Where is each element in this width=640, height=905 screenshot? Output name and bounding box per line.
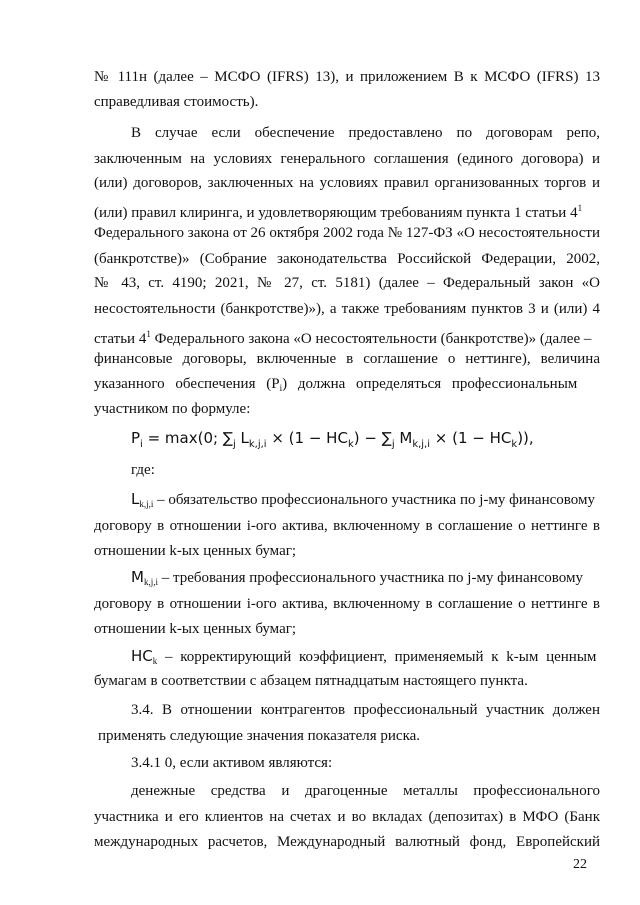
def-L-line-1 [131, 489, 600, 509]
formula-part: L [235, 429, 249, 447]
formula-subscript: j [391, 439, 395, 450]
cash-line-3: международных расчетов, Международный валютный фонд, Европейский [94, 834, 600, 850]
index-subscript: i [279, 383, 283, 393]
def-M-line-2: договору в отношении i-ого актива, включенному в соглашение о неттинге в [94, 596, 600, 612]
cash-line-2: участника и его клиентов на счетах и во вкладах (депозитах) в МФО (Банк [94, 809, 600, 825]
formula-part: = max(0; ∑ [142, 429, 233, 447]
formula-subscript: k [511, 439, 518, 450]
repo-line-2: заключенным на условиях генерального соглашения (единого договора) и [94, 151, 600, 167]
repo-line-4 [94, 198, 600, 221]
formula-subscript: i [140, 439, 143, 450]
repo-line-9 [94, 324, 600, 347]
def-HC-line-2: бумагам в соответствии с абзацем пятнадцатым настоящего пункта. [94, 673, 528, 689]
intro-line-2: справедливая стоимость). [94, 94, 259, 110]
repo-line-5: Федерального закона от 26 октября 2002 года № 127-ФЗ «О несостоятельности [94, 225, 600, 241]
def-M-subscript: k,j,i [143, 577, 158, 587]
repo-line-8: несостоятельности (банкротстве)»), а также требованиям пунктов 3 и (или) 4 [94, 301, 600, 317]
repo-line-9-end: Федерального закона «О несостоятельности (банкротстве)» (далее – [150, 331, 592, 347]
def-M-line-3: отношении k-ых ценных бумаг; [94, 621, 297, 637]
def-L-text: – обязательство профессионального участника по j-му финансовому [153, 492, 595, 508]
formula-part: ) − ∑ [353, 429, 392, 447]
def-L-line-3: отношении k-ых ценных бумаг; [94, 543, 297, 559]
repo-line-3: (или) договоров, заключенных на условиях правил организованных торгов и [94, 175, 600, 191]
def-M-line-1 [131, 567, 600, 587]
formula-part: × (1 − HC [430, 429, 512, 447]
repo-line-1: В случае если обеспечение предоставлено по договорам репо, [131, 125, 600, 141]
formula-subscript: k [347, 439, 354, 450]
article-superscript: 1 [146, 329, 151, 339]
repo-line-6: (банкротстве)» (Собрание законодательства Российской Федерации, 2002, [94, 251, 600, 267]
repo-line-11-end: ) должна определяться профессиональным [282, 376, 578, 392]
repo-line-9-start: статьи 4 [94, 331, 147, 347]
def-HC-symbol: HC [131, 647, 153, 665]
formula-subscript: k,j,i [248, 439, 267, 450]
def-HC-line-1 [131, 646, 600, 666]
repo-line-11 [94, 374, 600, 394]
formula-subscript: k,j,i [412, 439, 431, 450]
cash-line-1: денежные средства и драгоценные металлы профессионального [131, 783, 600, 799]
repo-line-7: № 43, ст. 4190; 2021, № 27, ст. 5181) (далее – Федеральный закон «О [94, 275, 600, 291]
def-M-text: – требования профессионального участника по j-му финансовому [157, 570, 583, 586]
page-number: 22 [573, 857, 587, 872]
repo-line-4-text: (или) правил клиринга, и удовлетворяющим требованиям пункта 1 статьи 4 [94, 205, 578, 221]
def-HC-text: – корректирующий коэффициент, применяемый к k-ым ценным [157, 649, 597, 665]
formula [131, 429, 534, 450]
def-HC-subscript: k [152, 656, 158, 666]
formula-part: × (1 − HC [266, 429, 348, 447]
def-M-symbol: M [131, 568, 144, 586]
repo-line-10: финансовые договоры, включенные в соглашение о неттинге), величина [94, 351, 600, 367]
formula-part: )), [517, 429, 534, 447]
repo-line-12: участником по формуле: [94, 401, 251, 417]
formula-subscript: j [232, 439, 236, 450]
section-3-4-1: 3.4.1 0, если активом являются: [131, 755, 333, 771]
repo-line-11-start: указанного обеспечения (P [94, 376, 280, 392]
def-L-symbol: L [131, 490, 140, 508]
article-superscript: 1 [577, 203, 583, 213]
where-label: где: [131, 462, 155, 478]
section-3-4-line-2: применять следующие значения показателя риска. [98, 728, 421, 744]
def-L-subscript: k,j,i [139, 499, 154, 509]
formula-part: P [131, 429, 141, 447]
def-L-line-2: договору в отношении i-ого актива, включенному в соглашение о неттинге в [94, 518, 600, 534]
section-3-4-line-1: 3.4. В отношении контрагентов профессиональный участник должен [131, 702, 600, 718]
formula-part: M [394, 429, 413, 447]
intro-line-1: № 111н (далее – МСФО (IFRS) 13), и приложением В к МСФО (IFRS) 13 [94, 69, 600, 85]
